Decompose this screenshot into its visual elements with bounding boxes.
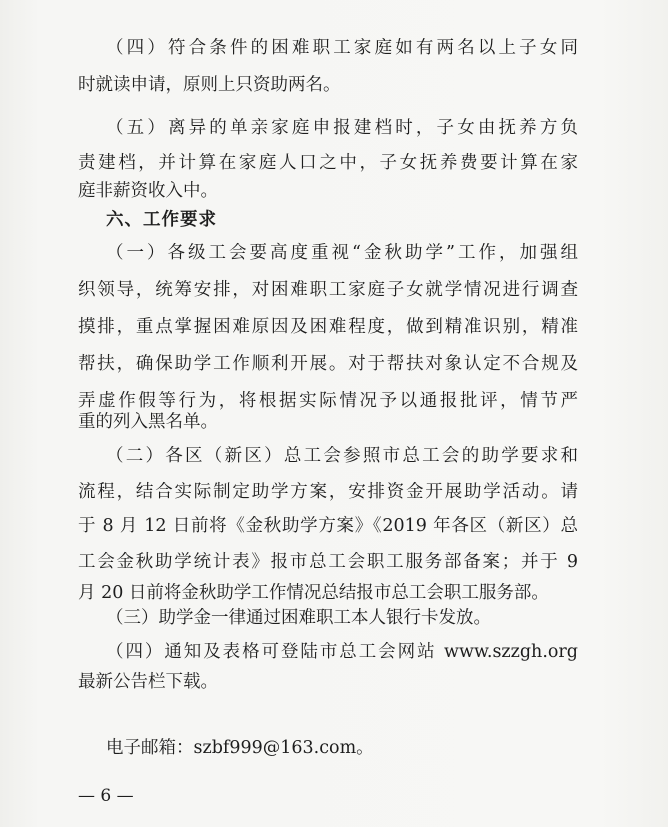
paragraph-line: 帮扶，确保助学工作顺利开展。对于帮扶对象认定不合规及	[78, 354, 578, 374]
paragraph-line: （一）各级工会要高度重视“金秋助学”工作，加强组	[106, 243, 578, 263]
paragraph-line: 织领导，统筹安排，对困难职工家庭子女就学情况进行调查	[78, 280, 578, 300]
paragraph-line: 于 8 月 12 日前将《金秋助学方案》《2019 年各区（新区）总	[78, 516, 578, 536]
paragraph-line: 最新公告栏下载。	[78, 672, 218, 692]
paragraph-line: 重的列入黑名单。	[78, 412, 218, 432]
page-number: — 6 —	[78, 786, 134, 806]
section-heading: 六、工作要求	[106, 210, 217, 230]
paragraph-line: 摸排，重点掌握困难原因及困难程度，做到精准识别，精准	[78, 317, 578, 337]
email-line: 电子邮箱：szbf999@163.com。	[106, 738, 374, 758]
paragraph-line: （五）离异的单亲家庭申报建档时，子女由抚养方负	[106, 118, 578, 138]
paragraph-line: 工会金秋助学统计表》报市总工会职工服务部备案；并于 9	[78, 552, 578, 572]
paragraph-line: 月 20 日前将金秋助学工作情况总结报市总工会职工服务部。	[78, 583, 549, 603]
paragraph-line: 庭非薪资收入中。	[78, 181, 218, 201]
paragraph-line: （三）助学金一律通过困难职工本人银行卡发放。	[106, 608, 491, 628]
paragraph-line: 流程，结合实际制定助学方案，安排资金开展助学活动。请	[78, 482, 578, 502]
paragraph-line: 时就读申请，原则上只资助两名。	[78, 75, 341, 95]
paragraph-line: （四）符合条件的困难职工家庭如有两名以上子女同	[106, 38, 578, 58]
paragraph-line: （四）通知及表格可登陆市总工会网站 www.szzgh.org	[106, 642, 578, 662]
paragraph-line: 责建档，并计算在家庭人口之中，子女抚养费要计算在家	[78, 153, 578, 173]
paragraph-line: 弄虚作假等行为，将根据实际情况予以通报批评，情节严	[78, 391, 578, 411]
paragraph-line: （二）各区（新区）总工会参照市总工会的助学要求和	[106, 446, 578, 466]
